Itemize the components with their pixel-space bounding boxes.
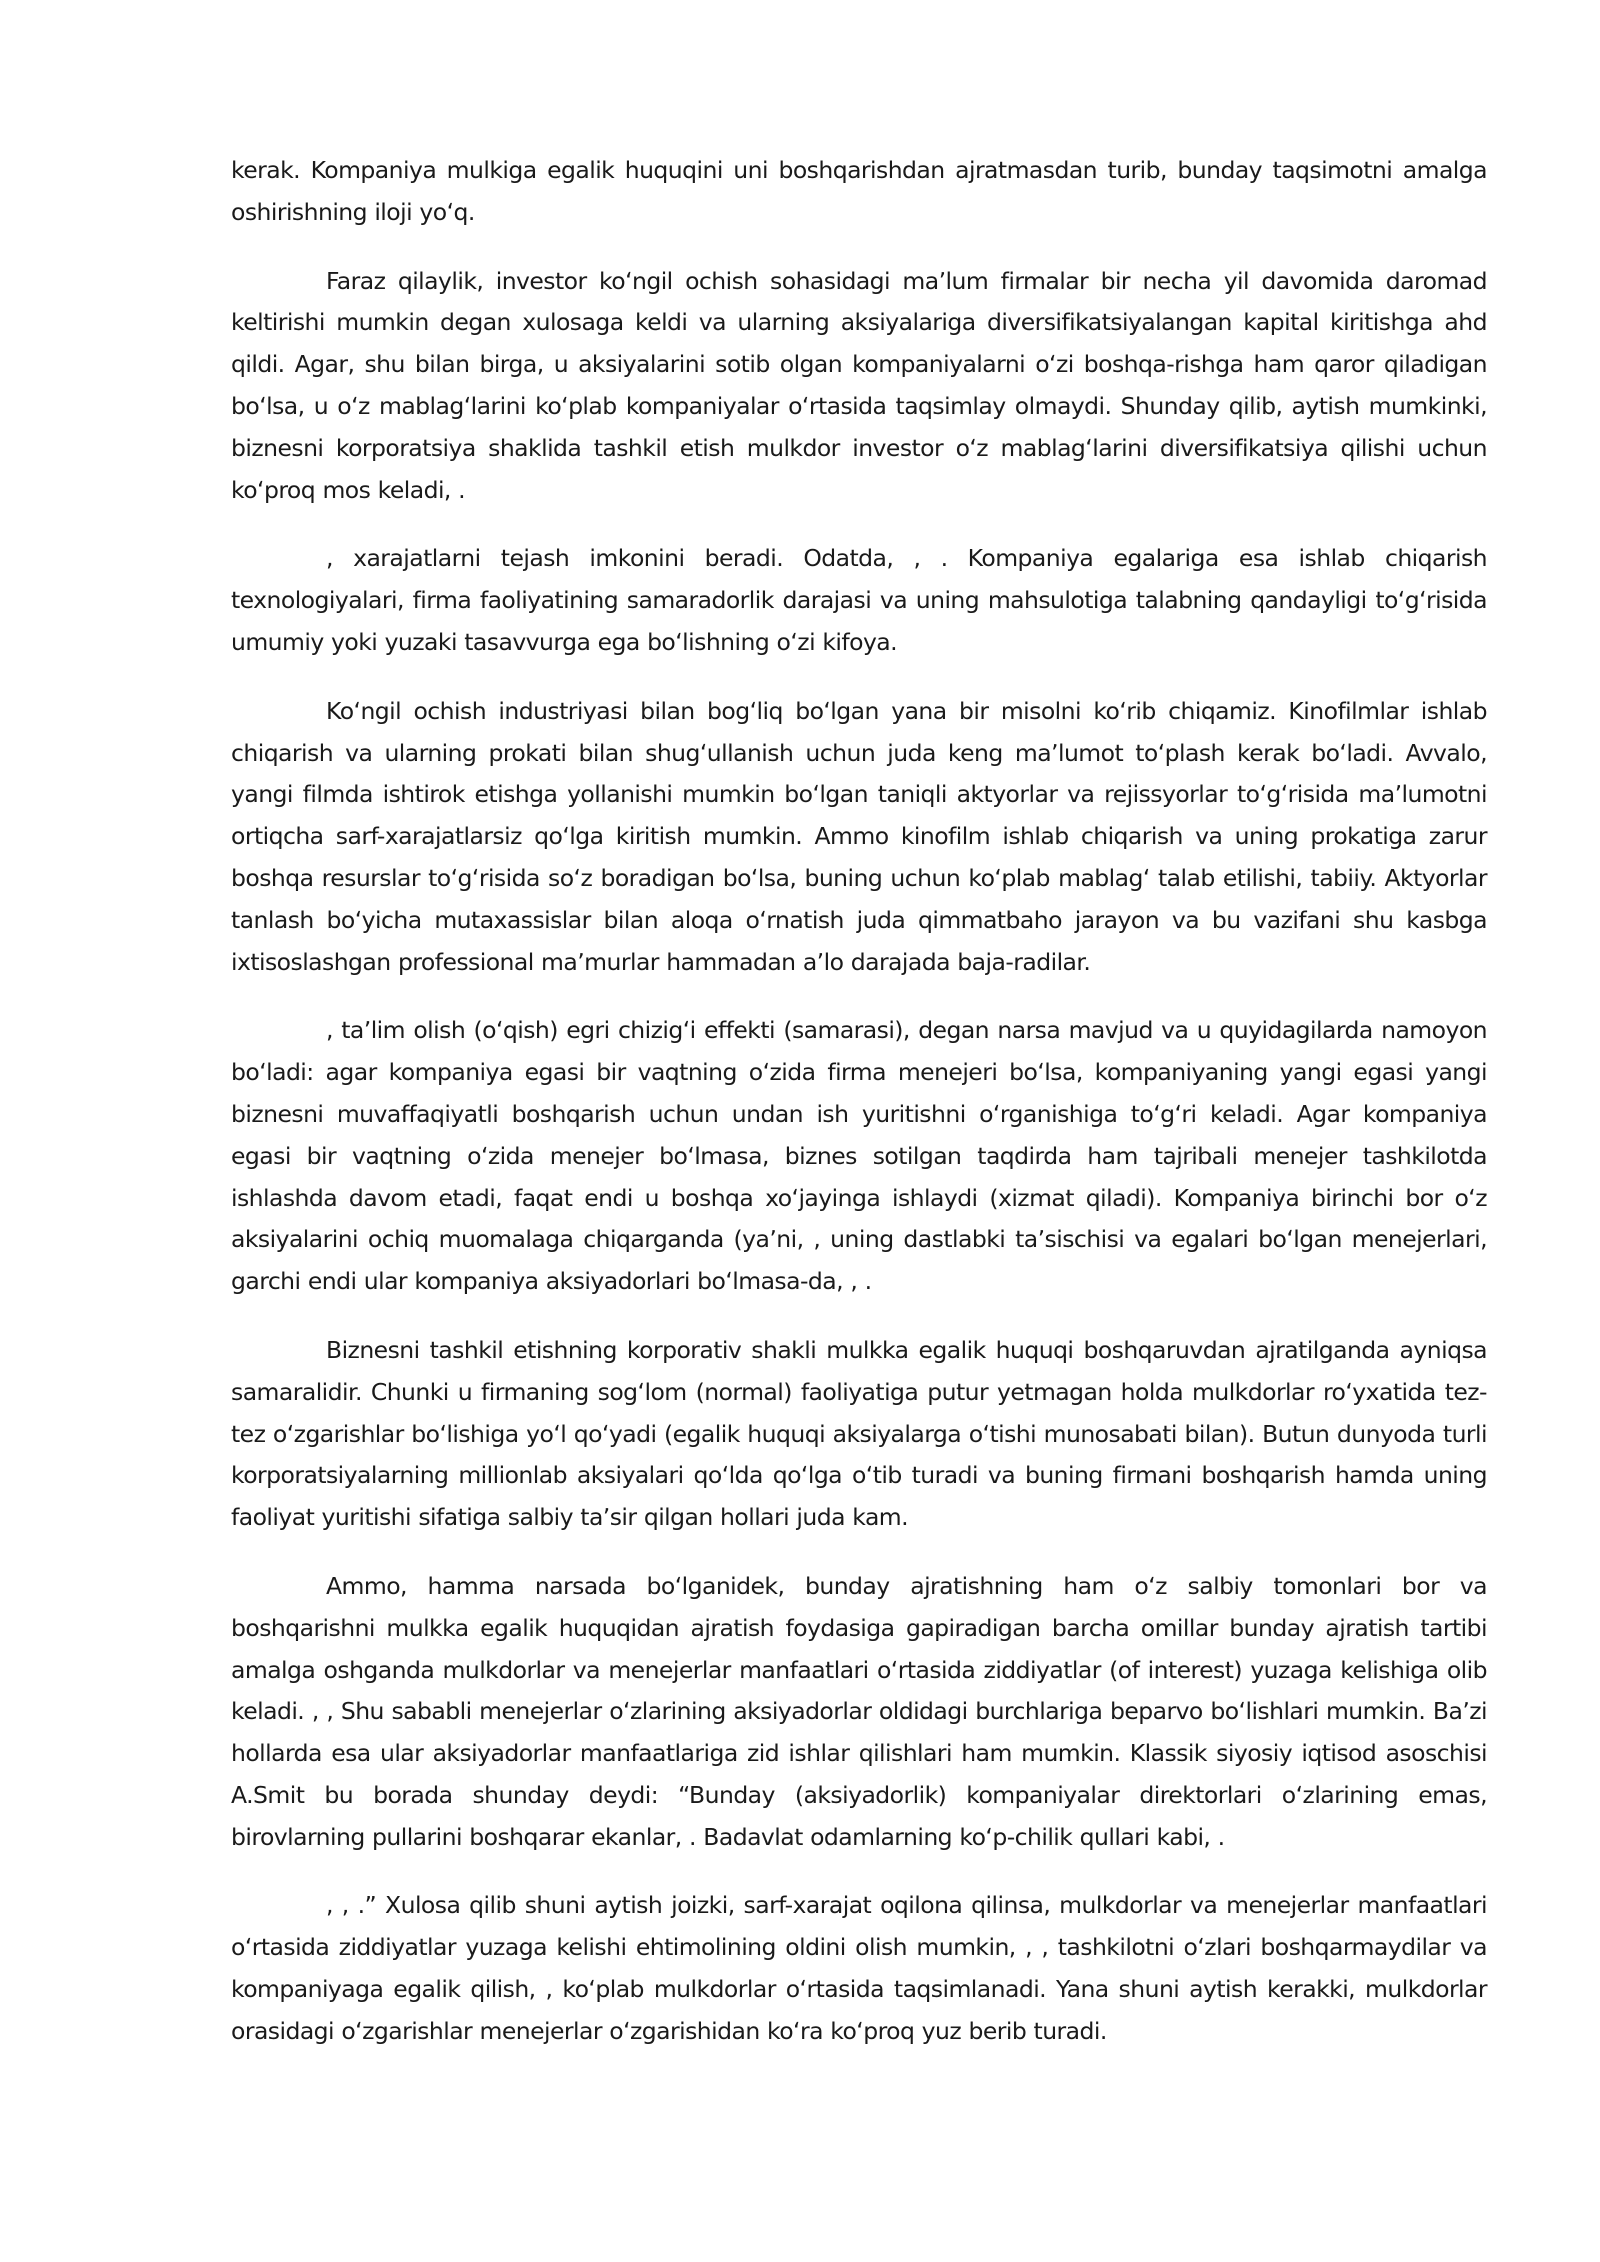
paragraph-3: , xarajatlarni tejash imkonini beradi. Odatda, , . Kompaniya egalariga esa ishlab chiqarish texnologiyalari, firma faoliyatining samaradorlik darajasi va uning mahsulotiga talabning qandayligi toʻgʻrisida umumiy yoki yuzaki tasavvurga ega boʻlishning oʻzi kifoya.	[231, 544, 1487, 656]
document-body	[231, 150, 1487, 2080]
paragraph-7: Ammo, hamma narsada boʻlganidek, bunday ajratishning ham oʻz salbiy tomonlari bor va boshqarishni mulkka egalik huquqidan ajratish foydasiga gapiradigan barcha omillar bunday ajratish tartibi amalga oshganda mulkdorlar va menejerlar manfaatlari oʻrtasida ziddiyatlar (of interest) yuzaga kelishiga olib keladi. , , Shu sababli menejerlar oʻzlarining aksiyadorlar oldidagi burchlariga beparvo boʻlishlari mumkin. Baʼzi hollarda esa ular aksiyadorlar manfaatlariga zid ishlar qilishlari ham mumkin. Klassik siyosiy iqtisod asoschisi A.Smit bu borada shunday deydi: “Bunday (aksiyadorlik) kompaniyalar direktorlari oʻzlarining emas, birovlarning pullarini boshqarar ekanlar, . Badavlat odamlarning koʻp-chilik qullari kabi, .	[231, 1571, 1487, 1851]
paragraph-5: , taʼlim olish (oʻqish) egri chizigʻi effekti (samarasi), degan narsa mavjud va u quyidagilarda namoyon boʻladi: agar kompaniya egasi bir vaqtning oʻzida firma menejeri boʻlsa, kompaniyaning yangi egasi yangi biznesni muvaffaqiyatli boshqarish uchun undan ish yuritishni oʻrganishiga toʻgʻri keladi. Agar kompaniya egasi bir vaqtning oʻzida menejer boʻlmasa, biznes sotilgan taqdirda ham tajribali menejer tashkilotda ishlashda davom etadi, faqat endi u boshqa xoʻjayinga ishlaydi (xizmat qiladi). Kompaniya birinchi bor oʻz aksiyalarini ochiq muomalaga chiqarganda (yaʼni, , uning dastlabki taʼsischisi va egalari boʻlgan menejerlari, garchi endi ular kompaniya aksiyadorlari boʻlmasa-da, , .	[231, 1016, 1487, 1296]
paragraph-2: Faraz qilaylik, investor koʻngil ochish sohasidagi maʼlum firmalar bir necha yil davomida daromad keltirishi mumkin degan xulosaga keldi va ularning aksiyalariga diversifikatsiyalangan kapital kiritishga ahd qildi. Agar, shu bilan birga, u aksiyalarini sotib olgan kompaniyalarni oʻzi boshqa-rishga ham qaror qiladigan boʻlsa, u oʻz mablagʻlarini koʻplab kompaniyalar oʻrtasida taqsimlay olmaydi. Shunday qilib, aytish mumkinki, biznesni korporatsiya shaklida tashkil etish mulkdor investor oʻz mablagʻlarini diversifikatsiya qilishi uchun koʻproq mos keladi, .	[231, 266, 1487, 504]
paragraph-1: kerak. Kompaniya mulkiga egalik huquqini uni boshqarishdan ajratmasdan turib, bunday taqsimotni amalga oshirishning iloji yoʻq.	[231, 156, 1487, 226]
paragraph-8: , , .” Xulosa qilib shuni aytish joizki, sarf-xarajat oqilona qilinsa, mulkdorlar va menejerlar manfaatlari oʻrtasida ziddiyatlar yuzaga kelishi ehtimolining oldini olish mumkin, , , tashkilotni oʻzlari boshqarmaydilar va kompaniyaga egalik qilish, , koʻplab mulkdorlar oʻrtasida taqsimlanadi. Yana shuni aytish kerakki, mulkdorlar orasidagi oʻzgarishlar menejerlar oʻzgarishidan koʻra koʻproq yuz berib turadi.	[231, 1891, 1487, 2045]
paragraph-6: Biznesni tashkil etishning korporativ shakli mulkka egalik huquqi boshqaruvdan ajratilganda ayniqsa samaralidir. Chunki u firmaning sogʻlom (normal) faoliyatiga putur yetmagan holda mulkdorlar roʻyxatida tez-tez oʻzgarishlar boʻlishiga yoʻl qoʻyadi (egalik huquqi aksiyalarga oʻtishi munosabati bilan). Butun dunyoda turli korporatsiyalarning millionlab aksiyalari qoʻlda qoʻlga oʻtib turadi va buning firmani boshqarish hamda uning faoliyat yuritishi sifatiga salbiy taʼsir qilgan hollari juda kam.	[231, 1335, 1487, 1532]
paragraph-4: Koʻngil ochish industriyasi bilan bogʻliq boʻlgan yana bir misolni koʻrib chiqamiz. Kinofilmlar ishlab chiqarish va ularning prokati bilan shugʻullanish uchun juda keng maʼlumot toʻplash kerak boʻladi. Avvalo, yangi filmda ishtirok etishga yollanishi mumkin boʻlgan taniqli aktyorlar va rejissyorlar toʻgʻrisida maʼlumotni ortiqcha sarf-xarajatlarsiz qoʻlga kiritish mumkin. Ammo kinofilm ishlab chiqarish va uning prokatiga zarur boshqa resurslar toʻgʻrisida soʻz boradigan boʻlsa, buning uchun koʻplab mablagʻ talab etilishi, tabiiy. Aktyorlar tanlash boʻyicha mutaxassislar bilan aloqa oʻrnatish juda qimmatbaho jarayon va bu vazifani shu kasbga ixtisoslashgan professional maʼmurlar hammadan aʼlo darajada baja-radilar.	[231, 696, 1487, 976]
